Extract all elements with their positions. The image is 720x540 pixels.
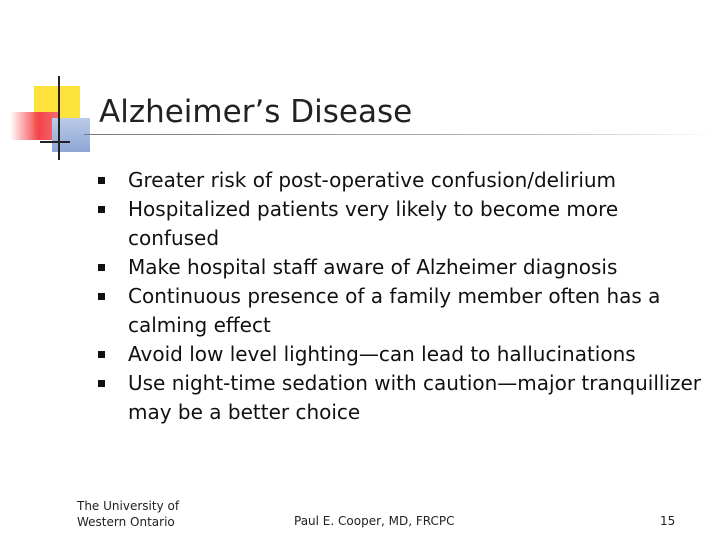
- bullet-item: [97, 166, 707, 195]
- footer-institution: [77, 498, 179, 530]
- square-bullet-icon: [98, 264, 105, 271]
- slide-title: Alzheimer’s Disease: [99, 94, 413, 130]
- bullet-item: [97, 195, 707, 253]
- bullet-text: Avoid low level lighting—can lead to hallucinations: [128, 342, 636, 366]
- logo-vertical-line: [58, 76, 60, 160]
- square-bullet-icon: [98, 380, 105, 387]
- logo-red-bar: [10, 112, 58, 140]
- bullet-text: Make hospital staff aware of Alzheimer diagnosis: [128, 255, 618, 279]
- footer-institution-line2: Western Ontario: [77, 515, 175, 529]
- square-bullet-icon: [98, 206, 105, 213]
- square-bullet-icon: [98, 177, 105, 184]
- footer-institution-line1: The University of: [77, 499, 180, 513]
- square-bullet-icon: [98, 351, 105, 358]
- page-number: 15: [660, 514, 676, 528]
- footer-author: Paul E. Cooper, MD, FRCPC: [294, 514, 455, 528]
- title-underline: [84, 134, 718, 135]
- bullet-text: Hospitalized patients very likely to become more confused: [128, 197, 619, 250]
- bullet-text: Continuous presence of a family member often has a calming effect: [128, 284, 661, 337]
- bullet-item: [97, 369, 707, 427]
- logo-horizontal-line: [40, 141, 70, 143]
- bullet-item: [97, 253, 707, 282]
- bullet-text: Greater risk of post-operative confusion/delirium: [128, 168, 617, 192]
- bullet-text: Use night-time sedation with caution—major tranquillizer may be a better choice: [128, 371, 702, 424]
- bullet-item: [97, 340, 707, 369]
- bullet-item: [97, 282, 707, 340]
- square-bullet-icon: [98, 293, 105, 300]
- bullet-list: [97, 166, 707, 427]
